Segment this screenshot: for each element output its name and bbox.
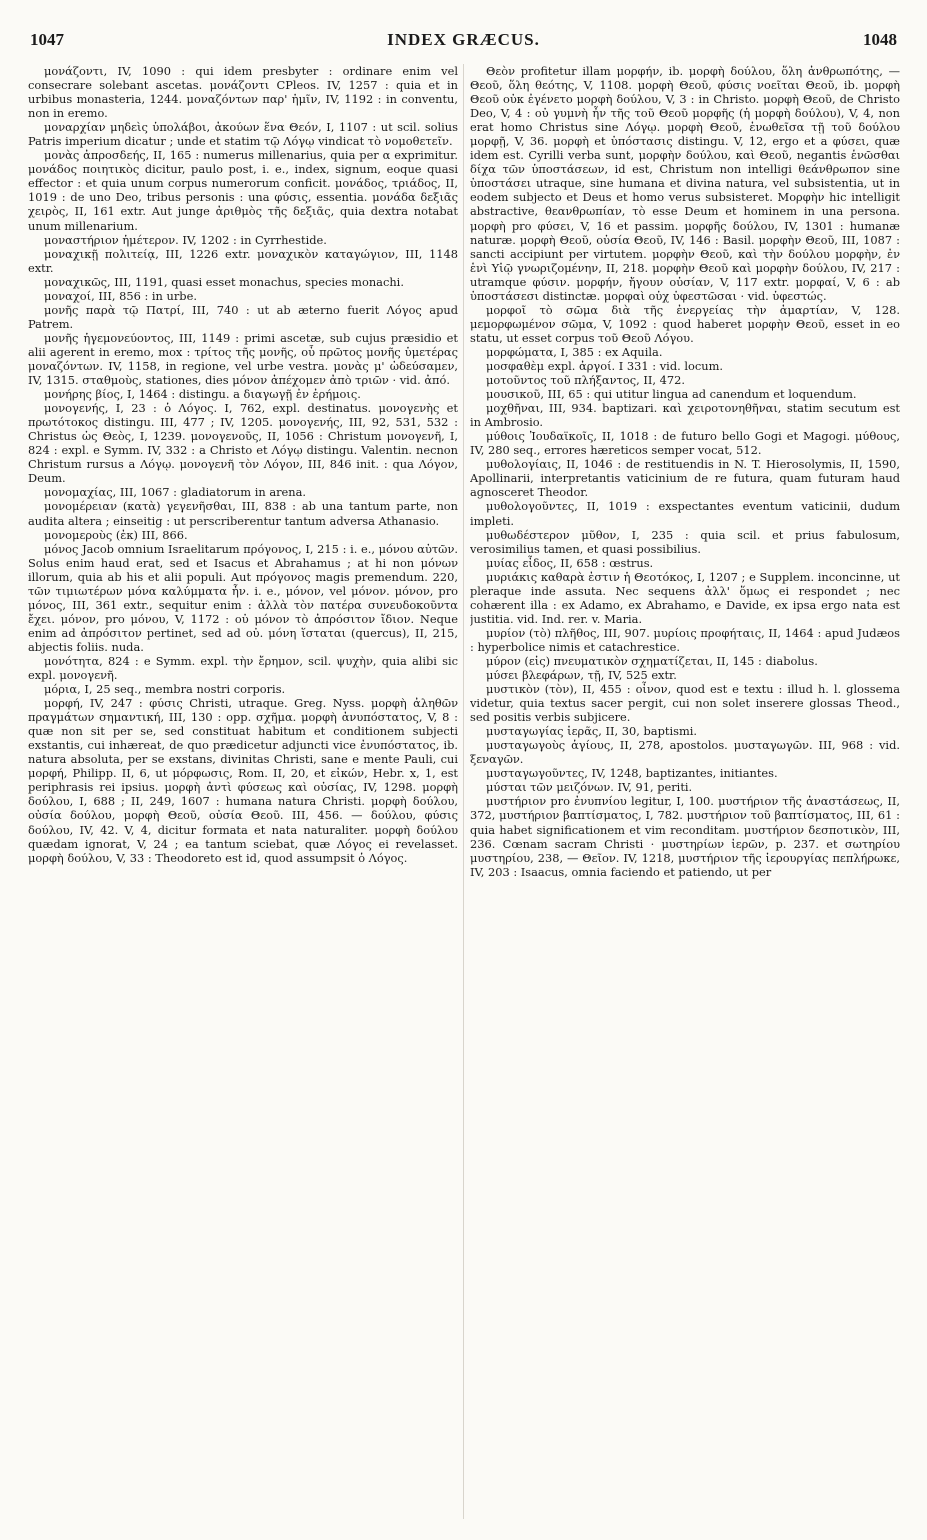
- index-entry: μοτοῦντος τοῦ πλήξαντος, II, 472.: [486, 373, 685, 388]
- index-entry: μονῆς παρὰ τῷ Πατρί, III, 740 : ut ab æterno fuerit Λόγος apud Patrem.: [28, 302, 458, 331]
- index-entry: μορφώματα, I, 385 : ex Aquila.: [486, 344, 663, 359]
- column-divider: [463, 64, 464, 1519]
- index-entry: μονὰς ἀπροσδεής, II, 165 : numerus millenarius, quia per α exprimitur. μονάδος ποιητικὸς dicitur, paulo post, i. e., index, signum, eoque quasi effector : et quia unum corpus numerorum conficit. μονάδος, τριάδος, II, 1019 : de uno Deo, tribus personis : una φύσις, essentia. μονάδα δεξιᾶς χειρὸς, II, 161 extr. Aut junge ἀριθμὸς τῆς δεξιᾶς, quia dextra notabat unum millenarium.: [28, 148, 458, 233]
- index-entry: Θεὸν profitetur illam μορφήν, ib. μορφὴ δούλου, ὅλη ἀνθρωπότης, — Θεοῦ, ὅλη θεότης, V, 1108. μορφὴ Θεοῦ, φύσις νοεῖται Θεοῦ, ib. μορφὴ Θεοῦ οὐκ ἐγένετο μορφὴ δούλου, V, 3 : in Christo. μορφὴ Θεοῦ, de Christo Deo, V, 4 : οὐ γυμνὴ ἦν τῆς τοῦ Θεοῦ μορφῆς (ἡ μορφὴ δούλου), V, 4, non erat homo Christus sine Λόγῳ. μορφὴ Θεοῦ, ἑνωθεῖσα τῇ τοῦ δούλου μορφῇ, V, 36. μορφὴ et ὑπόστασις distingu. V, 12, ergo et a φύσει, quæ idem est. Cyrilli verba sunt, μορφὴν δούλου, καὶ Θεοῦ, negantis ἑνῶσθαι δίχα τῶν ὑποστάσεων, id est, Christum non intelligi θεάνθρωπον sine ὑποστάσει utraque, sine humana et divina natura, vel subsistentia, ut in eodem subjecto et Deus et homo verus subsisteret. Μορφὴν hic intelligit abstractive, θεανθρωπίαν, τὸ esse Deum et hominem in una persona. μορφὴ pro φύσει, V, 16 et passim. μορφῆς δούλου, IV, 1301 : humanæ naturæ. μορφὴ Θεοῦ, οὐσία Θεοῦ, IV, 146 : Basil. μορφὴν Θεοῦ, III, 1087 : sancti accipiunt per virtutem. μορφὴν Θεοῦ, καὶ τὴν δούλου μορφὴν, ἐν ἑνὶ Υἱῷ γνωριζομένην, II, 218. μορφὴν Θεοῦ καὶ μορφὴν δούλου, IV, 217 : utramque φύσιν. μορφήν, ἤγουν οὐσίαν, V, 117 extr. μορφαί, V, 6 : ab ὑποστάσεσι distinctæ. μορφαὶ οὐχ ὑφεστῶσαι · vid. ὑφεστώς.: [470, 64, 900, 303]
- index-entry: μυσταγωγίας ἱερᾶς, II, 30, baptismi.: [486, 724, 698, 739]
- right-page-number: 1048: [862, 30, 897, 49]
- index-entry: μυστήριον pro ἐνυπνίου legitur, I, 100. μυστήριον τῆς ἀναστάσεως, II, 372, μυστήριον βαπτίσματος, I, 782. μυστήριον τοῦ βαπτίσματος, III, 61 : quia habet significationem et vim reconditam. μυστήριον δεσποτικὸν, III, 236. Cœnam sacram Christi · μυστηρίων ἱερῶν, p. 237. et σωτηρίου μυστηρίου, 238, — Θεῖον. IV, 1218, μυστήριον τῆς ἱερουργίας πεπλήρωκε, IV, 203 : Isaacus, omnia faciendo et patiendo, ut per: [470, 794, 900, 879]
- index-entry: μοναρχίαν μηδεὶς ὑπολάβοι, ἀκούων ἕνα Θεόν, I, 1107 : ut scil. solius Patris imperium dicatur ; unde et statim τῷ Λόγῳ vindicat τὸ νομοθετεῖν.: [28, 120, 458, 149]
- index-entry: μύθοις Ἰουδαϊκοῖς, II, 1018 : de futuro bello Gogi et Magogi. μύθους, IV, 280 seq., errores hæreticos semper vocat, 512.: [470, 429, 900, 458]
- index-entry: μονομέρειαν (κατὰ) γεγενῆσθαι, III, 838 : ab una tantum parte, non audita altera ; einseitig : ut perscriberentur tantum adversa Athanasio.: [28, 499, 458, 528]
- index-entry: μόνος Jacob omnium Israelitarum πρόγονος, I, 215 : i. e., μόνου αὐτῶν. Solus enim haud erat, sed et Isacus et Abrahamus ; at hi non μόνων illorum, quia ab his et alii populi. Aut πρόγονος magis premendum. 220, τῶν τιμιωτέρων μόνα καλύμματα ἦν. i. e., μόνον, vel μόνον. μόνον, pro μόνος, III, 361 extr., sequitur enim : ἀλλὰ τὸν πατέρα συνευδοκοῦντα ἔχει. μόνον, pro μόνου, V, 1172 : οὐ μόνον τὸ ἀπρόσιτον ἴδιον. Neque enim ad ἀπρόσιτον pertinet, sed ad οὐ. μόνη ἵσταται (quercus), II, 215, abjectis foliis. nuda.: [28, 541, 458, 654]
- running-title: INDEX GRÆCUS.: [387, 30, 540, 49]
- index-entry: μοναχικῇ πολιτείᾳ, III, 1226 extr. μοναχικὸν καταγώγιον, III, 1148 extr.: [28, 246, 458, 275]
- index-entry: μυρίον (τὸ) πλῆθος, III, 907. μυρίοις προφήταις, II, 1464 : apud Judæos : hyperbolice nimis et catachrestice.: [470, 625, 900, 654]
- index-entry: μονάζοντι, IV, 1090 : qui idem presbyter : ordinare enim vel consecrare solebant ascetas. μονάζοντι CPleos. IV, 1257 : quia et in urbibus monasteria, 1244. μοναζόντων παρ' ἡμῖν, IV, 1192 : in conventu, non in eremo.: [28, 64, 458, 121]
- index-entry: μονομεροὺς (ἐκ) III, 866.: [44, 527, 188, 542]
- index-entry: μονῆς ἡγεμονεύοντος, III, 1149 : primi ascetæ, sub cujus præsidio et alii agerent in eremo, mox : τρίτος τῆς μονῆς, οὗ πρῶτος μονῆς ὑμετέρας μοναζόντων. IV, 1158, in regione, vel urbe vestra. μονὰς μ' ὡδεύσαμεν, IV, 1315. σταθμοὺς, stationes, dies μόνον ἀπέχομεν ἀπὸ τριῶν · vid. ἀπό.: [28, 330, 458, 388]
- index-entry: μονότητα, 824 : e Symm. expl. τὴν ἔρημον, scil. ψυχὴν, quia alibi sic expl. μονογενῆ.: [28, 653, 458, 683]
- index-entry: μυστικὸν (τὸν), II, 455 : οἶνον, quod est e textu : illud h. l. glossema videtur, quia textus sacer pergit, cui non solet inserere glossas Theod., sed positis verbis subjicere.: [470, 682, 900, 725]
- index-entry: μόρια, I, 25 seq., membra nostri corporis.: [44, 682, 286, 697]
- index-entry: μουσικοῦ, III, 65 : qui utitur lingua ad canendum et loquendum.: [486, 387, 857, 402]
- index-entry: μυριάκις καθαρὰ ἐστιν ἡ Θεοτόκος, I, 1207 ; e Supplem. inconcinne, ut pleraque inde assuta. Nec sequens ἀλλ' ὅμως ei respondet ; nec cohærent illa : ex Adamo, ex Abrahamo, e Davide, ex ipsa ergo nata est justitia. vid. Ind. rer. v. Maria.: [470, 569, 900, 626]
- index-entry: μυσταγωγοῦντες, IV, 1248, baptizantes, initiantes.: [486, 766, 778, 781]
- index-entry: μοναχοί, III, 856 : in urbe.: [44, 288, 197, 303]
- running-header: [30, 30, 897, 54]
- index-entry: μορφή, IV, 247 : φύσις Christi, utraque. Greg. Nyss. μορφὴ ἀληθῶν πραγμάτων σημαντική, III, 130 : opp. σχῆμα. μορφὴ ἀνυπόστατος, V, 8 : quæ non sit per se, sed constituat habitum et conditionem subjecti exstantis, cui inhæreat, de quo prædicetur adjuncti vice ἐνυπόστατος, ib. natura absoluta, per se exstans, divinitas Christi, sane e mente Pauli, cui μορφή, Philipp. II, 6, ut μόρφωσις, Rom. II, 20, et εἰκών, Hebr. x, 1, est periphrasis rei ipsius. μορφὴ ἀντὶ φύσεως καὶ οὐσίας, IV, 1298. μορφὴ δούλου, I, 688 ; II, 249, 1607 : humana natura Christi. μορφὴ δούλου, οὐσία δούλου, μορφὴ Θεοῦ, οὐσία Θεοῦ. III, 456. — δούλου, φύσις δούλου, IV, 42. V, 4, dicitur formata et nata naturaliter. μορφὴ δούλου quædam ignorat, V, 24 ; ea tantum sciebat, quæ Λόγος ei revelasset. μορφὴ δούλου, V, 33 : Theodoreto est id, quod assumpsit ὁ Λόγος.: [28, 696, 458, 865]
- index-entry: μυίας εἶδος, II, 658 : œstrus.: [486, 555, 654, 570]
- index-entry: μυθολογοῦντες, II, 1019 : exspectantes eventum vaticinii, dudum impleti.: [470, 499, 900, 528]
- index-entry: μυσταγωγοὺς ἁγίους, II, 278, apostolos. μυσταγωγῶν. III, 968 : vid. ξεναγῶν.: [470, 738, 900, 767]
- index-entry: μύσται τῶν μειζόνων. IV, 91, periti.: [486, 780, 693, 795]
- index-entry: μονήρης βίος, I, 1464 : distingu. a διαγωγῇ ἐν ἐρήμοις.: [44, 387, 361, 402]
- index-entry: μυθωδέστερον μῦθον, I, 235 : quia scil. et prius fabulosum, verosimilius tamen, et quasi possibilius.: [470, 527, 900, 556]
- index-entry: μυθολογίαις, II, 1046 : de restituendis in N. T. Hierosolymis, II, 1590, Apollinarii, interpretantis vaticinium de re futura, quam futuram haud agnosceret Theodor.: [470, 457, 900, 500]
- index-entry: μοναστήριον ἡμέτερον. IV, 1202 : in Cyrrhestide.: [44, 232, 327, 247]
- index-entry: μοναχικῶς, III, 1191, quasi esset monachus, species monachi.: [44, 274, 404, 289]
- index-entry: μύσει βλεφάρων, τῇ, IV, 525 extr.: [486, 668, 677, 683]
- index-entry: μονομαχίας, III, 1067 : gladiatorum in arena.: [44, 485, 307, 500]
- left-column: [28, 64, 458, 1524]
- index-entry: μύρον (εἰς) πνευματικὸν σχηματίζεται, II, 145 : diabolus.: [486, 653, 818, 668]
- index-entry: μοσφαθὲμ expl. ἀργοί. I 331 : vid. locum.: [486, 358, 723, 373]
- index-entry: μονογενής, I, 23 : ὁ Λόγος. I, 762, expl. destinatus. μονογενὴς et πρωτότοκος distingu. III, 477 ; IV, 1205. μονογενής, III, 92, 531, 532 : Christus ὡς Θεὸς, I, 1239. μονογενοῦς, II, 1056 : Christum μονογενῆ, I, 824 : expl. e Symm. IV, 332 : a Christo et Λόγῳ distingu. Valentin. necnon Christum rursus a Λόγῳ. μονογενῆ τὸν Λόγον, III, 846 init. : qua Λόγον, Deum.: [28, 401, 458, 486]
- index-entry: μοχθῆναι, III, 934. baptizari. καὶ χειροτονηθῆναι, statim secutum est in Ambrosio.: [470, 401, 900, 430]
- right-column: [470, 64, 900, 1524]
- index-entry: μορφοῖ τὸ σῶμα διὰ τῆς ἐνεργείας τὴν ἁμαρτίαν, V, 128. μεμορφωμένον σῶμα, V, 1092 : quod haberet μορφὴν Θεοῦ, esset in eo statu, ut esset corpus τοῦ Θεοῦ Λόγου.: [470, 302, 900, 345]
- left-page-number: 1047: [30, 30, 64, 49]
